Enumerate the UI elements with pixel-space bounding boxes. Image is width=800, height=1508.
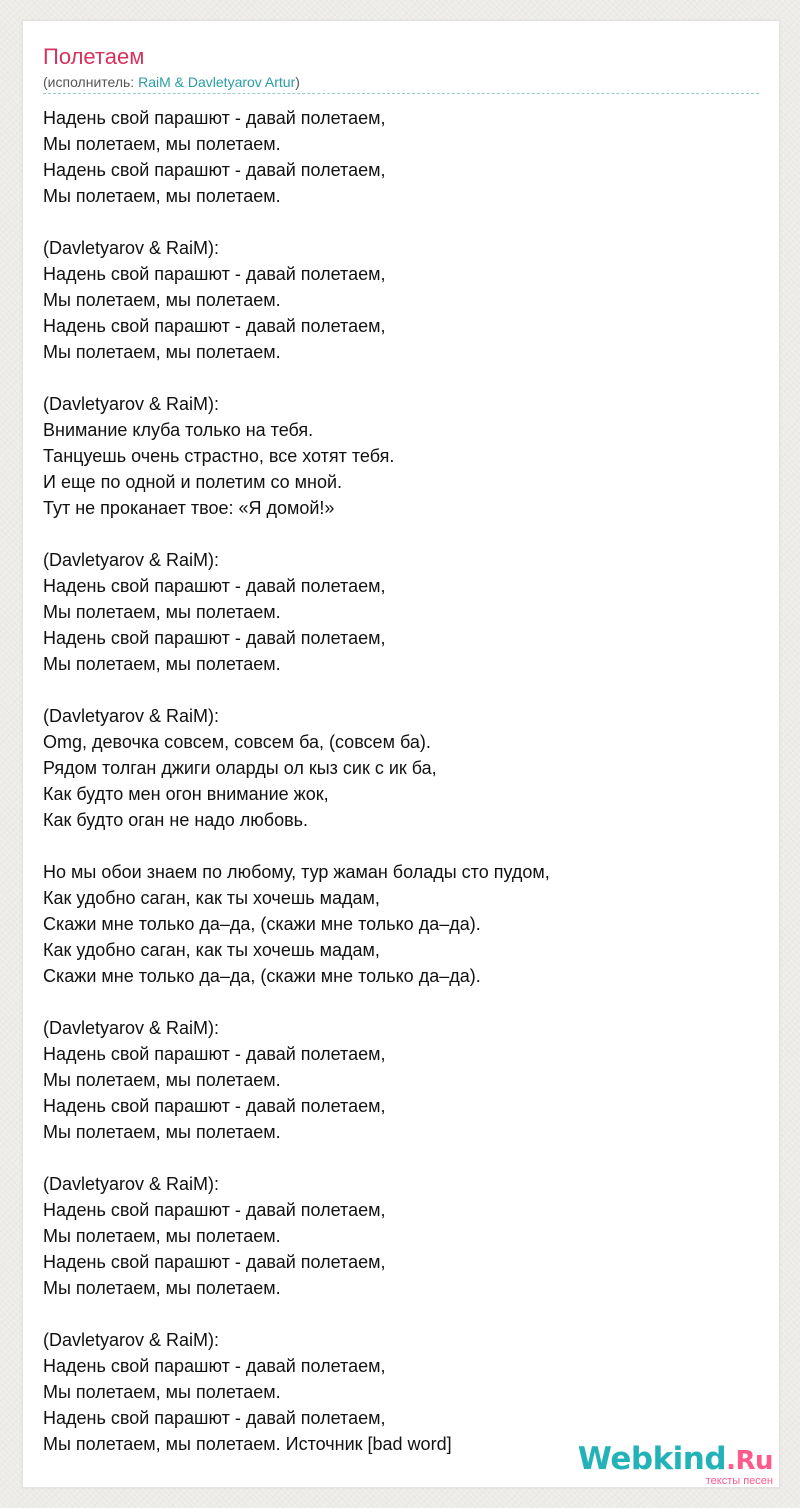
lyric-line: Мы полетаем, мы полетаем. Источник [bad word] bbox=[43, 1434, 452, 1454]
lyric-line: Мы полетаем, мы полетаем. bbox=[43, 1226, 281, 1246]
lyric-line: Мы полетаем, мы полетаем. bbox=[43, 134, 281, 154]
lyric-line: Мы полетаем, мы полетаем. bbox=[43, 1070, 281, 1090]
artist-line bbox=[43, 73, 759, 94]
logo-tagline: тексты песен bbox=[705, 1475, 773, 1487]
artist-prefix: (исполнитель: bbox=[43, 74, 139, 90]
lyric-line: (Davletyarov & RaiM): bbox=[43, 394, 220, 414]
lyric-line: Надень свой парашют - давай полетаем, bbox=[43, 108, 386, 128]
artist-link[interactable]: RaiM & Davletyarov Artur bbox=[138, 74, 296, 90]
lyric-line: Надень свой парашют - давай полетаем, bbox=[43, 1408, 386, 1428]
lyric-line: Внимание клуба только на тебя. bbox=[43, 420, 314, 440]
lyric-blank-line bbox=[43, 677, 759, 703]
lyric-line: Мы полетаем, мы полетаем. bbox=[43, 186, 281, 206]
lyric-blank-line bbox=[43, 1301, 759, 1327]
lyric-line: И еще по одной и полетим со мной. bbox=[43, 472, 343, 492]
lyric-line: Omg, девочка совсем, совсем ба, (совсем ба). bbox=[43, 732, 431, 752]
lyric-line: Но мы обои знаем по любому, тур жаман болады сто пудом, bbox=[43, 862, 550, 882]
lyric-line: Танцуешь очень страстно, все хотят тебя. bbox=[43, 446, 395, 466]
lyrics-card bbox=[22, 20, 780, 1488]
lyric-line: Скажи мне только да–да, (скажи мне только да–да). bbox=[43, 966, 481, 986]
lyric-line: Мы полетаем, мы полетаем. bbox=[43, 1382, 281, 1402]
lyric-line: Мы полетаем, мы полетаем. bbox=[43, 1278, 281, 1298]
lyric-line: Надень свой парашют - давай полетаем, bbox=[43, 160, 386, 180]
lyric-blank-line bbox=[43, 209, 759, 235]
lyric-line: Рядом толган джиги оларды ол кыз сик с ик ба, bbox=[43, 758, 437, 778]
lyric-line: Скажи мне только да–да, (скажи мне только да–да). bbox=[43, 914, 481, 934]
lyric-line: (Davletyarov & RaiM): bbox=[43, 550, 220, 570]
lyric-line: Тут не проканает твое: «Я домой!» bbox=[43, 498, 335, 518]
song-title: Полетаем bbox=[43, 44, 145, 69]
lyric-line: Надень свой парашют - давай полетаем, bbox=[43, 1096, 386, 1116]
lyric-line: (Davletyarov & RaiM): bbox=[43, 706, 220, 726]
lyric-line: Как будто оган не надо любовь. bbox=[43, 810, 309, 830]
lyric-line: (Davletyarov & RaiM): bbox=[43, 1018, 220, 1038]
lyric-line: Надень свой парашют - давай полетаем, bbox=[43, 1200, 386, 1220]
lyric-line: (Davletyarov & RaiM): bbox=[43, 1174, 220, 1194]
lyric-line: Мы полетаем, мы полетаем. bbox=[43, 654, 281, 674]
lyric-blank-line bbox=[43, 1145, 759, 1171]
lyrics-text bbox=[43, 105, 759, 1457]
lyric-blank-line bbox=[43, 833, 759, 859]
lyric-line: Надень свой парашют - давай полетаем, bbox=[43, 316, 386, 336]
logo-main-text: Webkind bbox=[577, 1441, 727, 1477]
artist-suffix: ) bbox=[295, 74, 300, 90]
lyric-line: Мы полетаем, мы полетаем. bbox=[43, 290, 281, 310]
lyric-blank-line bbox=[43, 365, 759, 391]
lyric-line: Надень свой парашют - давай полетаем, bbox=[43, 1044, 386, 1064]
lyric-line: (Davletyarov & RaiM): bbox=[43, 1330, 220, 1350]
lyric-line: Надень свой парашют - давай полетаем, bbox=[43, 264, 386, 284]
lyric-line: (Davletyarov & RaiM): bbox=[43, 238, 220, 258]
lyric-blank-line bbox=[43, 989, 759, 1015]
lyric-line: Мы полетаем, мы полетаем. bbox=[43, 1122, 281, 1142]
webkind-logo[interactable] bbox=[577, 1439, 779, 1489]
logo-suffix-text: .Ru bbox=[726, 1446, 773, 1476]
lyric-line: Надень свой парашют - давай полетаем, bbox=[43, 628, 386, 648]
lyric-line: Надень свой парашют - давай полетаем, bbox=[43, 576, 386, 596]
lyric-line: Мы полетаем, мы полетаем. bbox=[43, 602, 281, 622]
lyric-line: Как будто мен огон внимание жок, bbox=[43, 784, 329, 804]
lyric-line: Надень свой парашют - давай полетаем, bbox=[43, 1252, 386, 1272]
lyric-blank-line bbox=[43, 521, 759, 547]
lyric-line: Как удобно саган, как ты хочешь мадам, bbox=[43, 888, 380, 908]
lyric-line: Как удобно саган, как ты хочешь мадам, bbox=[43, 940, 380, 960]
lyric-line: Мы полетаем, мы полетаем. bbox=[43, 342, 281, 362]
lyric-line: Надень свой парашют - давай полетаем, bbox=[43, 1356, 386, 1376]
